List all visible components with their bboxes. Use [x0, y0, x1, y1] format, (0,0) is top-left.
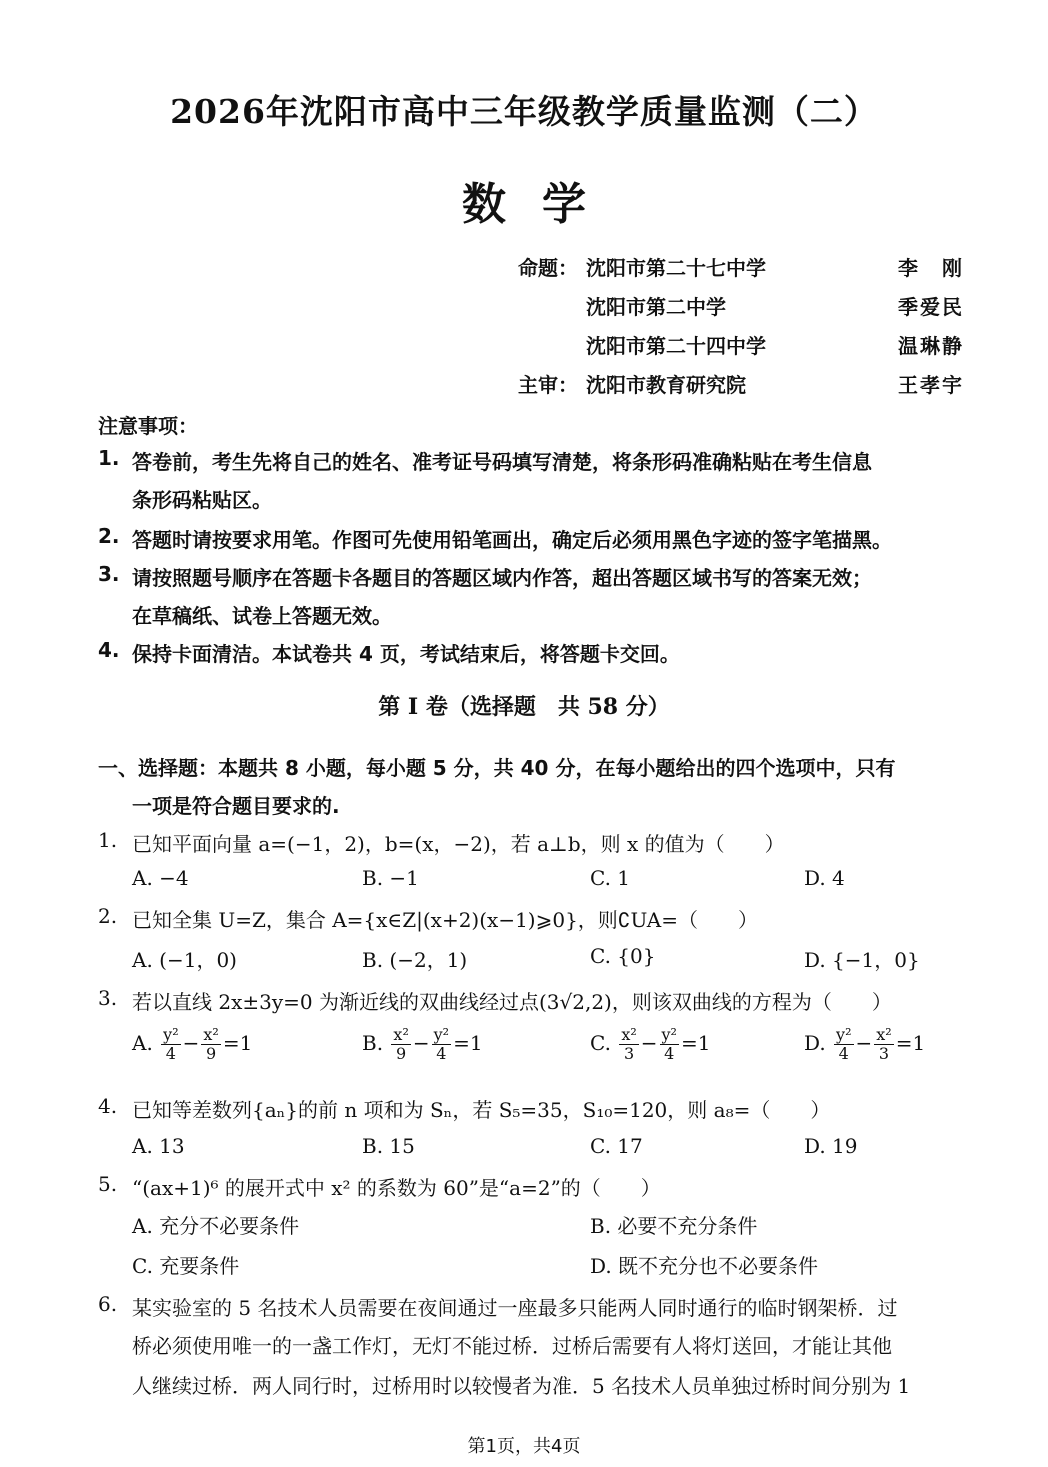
numerator: x²: [876, 1025, 892, 1044]
numerator: x²: [621, 1025, 637, 1044]
question-stem: 已知平面向量 a=(−1，2)，b=(x，−2)，若 a⊥b，则 x 的值为（ ）: [132, 832, 785, 856]
denominator: 9: [206, 1044, 217, 1063]
denominator: 4: [664, 1044, 675, 1063]
denominator: 9: [396, 1044, 407, 1063]
option-a: A. 13: [132, 1134, 185, 1158]
equation-rhs: =1: [222, 1031, 253, 1055]
part-heading-line: 一项是符合题目要求的.: [132, 794, 340, 818]
option-c: C. 充要条件: [132, 1254, 240, 1278]
section-title: 第 I 卷（选择题 共 58 分）: [378, 694, 670, 720]
author-school: 沈阳市第二十七中学: [586, 256, 766, 280]
author-row: [0, 330, 1048, 364]
option-d: D. 既不充分也不必要条件: [590, 1254, 819, 1278]
option-b: B. 15: [362, 1134, 415, 1158]
numerator: y²: [661, 1025, 677, 1044]
question-stem: 人继续过桥．两人同行时，过桥用时以较慢者为准．5 名技术人员单独过桥时间分别为 1: [132, 1374, 911, 1398]
fraction: [201, 1026, 220, 1063]
option-c: C. {0}: [590, 944, 656, 968]
notice-text: 请按照题号顺序在答题卡各题目的答题区域内作答，超出答题区域书写的答案无效；: [132, 566, 872, 590]
option-b: B. $\frac{\text{x²}}{9}$ − $\frac{\text{y²}}{4}$ =1: [362, 1025, 483, 1063]
equation-rhs: =1: [895, 1031, 926, 1055]
option-b: B. −1: [362, 866, 419, 890]
option-d: D. $\frac{\text{y²}}{4}$ − $\frac{\text{x²}}{3}$ =1: [804, 1025, 926, 1063]
author-label: 命题：: [518, 256, 578, 280]
question-num: 4.: [98, 1094, 118, 1118]
option-a: A. (−1，0): [132, 948, 237, 972]
question-num: 6.: [98, 1292, 118, 1316]
author-row: [0, 369, 1048, 403]
author-school: 沈阳市第二十四中学: [586, 334, 766, 358]
notice-num: 3.: [98, 562, 120, 586]
option-b: B. 必要不充分条件: [590, 1214, 758, 1238]
question-num: 5.: [98, 1172, 118, 1196]
notice-text: 保持卡面清洁。本试卷共 4 页，考试结束后，将答题卡交回。: [132, 642, 680, 666]
option-d: D. 19: [804, 1134, 858, 1158]
numerator: y²: [163, 1025, 179, 1044]
fraction: [432, 1026, 451, 1063]
page-footer: 第1页，共4页: [467, 1436, 581, 1457]
question-stem: 已知全集 U=Z，集合 A={x∈Z|(x+2)(x−1)⩾0}，则∁UA=（ ）: [132, 908, 758, 932]
option-a: A. −4: [132, 866, 189, 890]
equation-rhs: =1: [680, 1031, 711, 1055]
fraction: [834, 1026, 853, 1063]
option-c: C. $\frac{\text{x²}}{3}$ − $\frac{\text{y²}}{4}$ =1: [590, 1025, 711, 1063]
author-name: 李 刚: [898, 256, 964, 280]
numerator: y²: [433, 1025, 450, 1044]
subject-title: 数学: [462, 179, 622, 230]
author-name: 季爱民: [898, 295, 964, 319]
fraction: [391, 1026, 410, 1063]
notice-text: 在草稿纸、试卷上答题无效。: [132, 604, 392, 628]
denominator: 3: [878, 1044, 890, 1063]
numerator: y²: [836, 1025, 852, 1044]
option-a: A. 充分不必要条件: [132, 1214, 300, 1238]
fraction: [161, 1026, 180, 1063]
option-c: C. 17: [590, 1134, 643, 1158]
author-name: 王孝宇: [898, 373, 964, 397]
option-b: B. (−2，1): [362, 948, 468, 972]
option-a: A. $\frac{\text{y²}}{4}$ − $\frac{\text{x²}}{9}$ =1: [132, 1025, 253, 1063]
author-label: 主审：: [518, 373, 578, 397]
notice-num: 2.: [98, 524, 120, 548]
notice-text: 条形码粘贴区。: [132, 488, 272, 512]
part-heading-line: 一、选择题：本题共 8 小题，每小题 5 分，共 40 分，在每小题给出的四个选项中，只有: [98, 756, 896, 780]
question-stem: 桥必须使用唯一的一盏工作灯，无灯不能过桥．过桥后需要有人将灯送回，才能让其他: [132, 1334, 892, 1358]
option-d: D. 4: [804, 866, 845, 890]
option-c: C. 1: [590, 866, 631, 890]
option-label: D.: [804, 1031, 826, 1055]
numerator: x²: [393, 1025, 409, 1044]
question-num: 2.: [98, 904, 118, 928]
option-label: A.: [132, 1031, 153, 1055]
question-num: 3.: [98, 986, 118, 1010]
author-name: 温琳静: [898, 334, 964, 358]
question-stem: 若以直线 2x±3y=0 为渐近线的双曲线经过点(3√2,2)，则该双曲线的方程为（ ）: [132, 990, 892, 1014]
denominator: 4: [436, 1044, 447, 1063]
notice-heading: 注意事项：: [98, 414, 198, 438]
notice-num: 1.: [98, 446, 120, 470]
question-num: 1.: [98, 828, 118, 852]
fraction: [660, 1026, 679, 1063]
fraction: [874, 1026, 893, 1063]
notice-text: 答卷前，考生先将自己的姓名、准考证号码填写清楚，将条形码准确粘贴在考生信息: [132, 450, 872, 474]
question-stem: 已知等差数列{aₙ}的前 n 项和为 Sₙ，若 S₅=35，S₁₀=120，则 a₈=（ ）: [132, 1098, 831, 1122]
notice-text: 答题时请按要求用笔。作图可先使用铅笔画出，确定后必须用黑色字迹的签字笔描黑。: [132, 528, 892, 552]
denominator: 3: [623, 1044, 635, 1063]
option-label: C.: [590, 1031, 611, 1055]
equation-rhs: =1: [453, 1031, 483, 1055]
numerator: x²: [203, 1025, 219, 1044]
denominator: 4: [165, 1044, 176, 1063]
notice-num: 4.: [98, 638, 120, 662]
author-school: 沈阳市第二中学: [586, 295, 726, 319]
question-stem: 某实验室的 5 名技术人员需要在夜间通过一座最多只能两人同时通行的临时钢架桥．过: [132, 1296, 898, 1320]
exam-title: 2026年沈阳市高中三年级教学质量监测（二）: [170, 92, 878, 131]
author-school: 沈阳市教育研究院: [586, 373, 746, 397]
question-stem: “(ax+1)⁶ 的展开式中 x² 的系数为 60”是“a=2”的（ ）: [132, 1176, 661, 1200]
author-row: [0, 252, 1048, 286]
option-label: B.: [362, 1031, 384, 1055]
fraction: [619, 1026, 638, 1063]
option-d: D. {−1，0}: [804, 948, 920, 972]
denominator: 4: [838, 1044, 849, 1063]
author-row: [0, 291, 1048, 325]
